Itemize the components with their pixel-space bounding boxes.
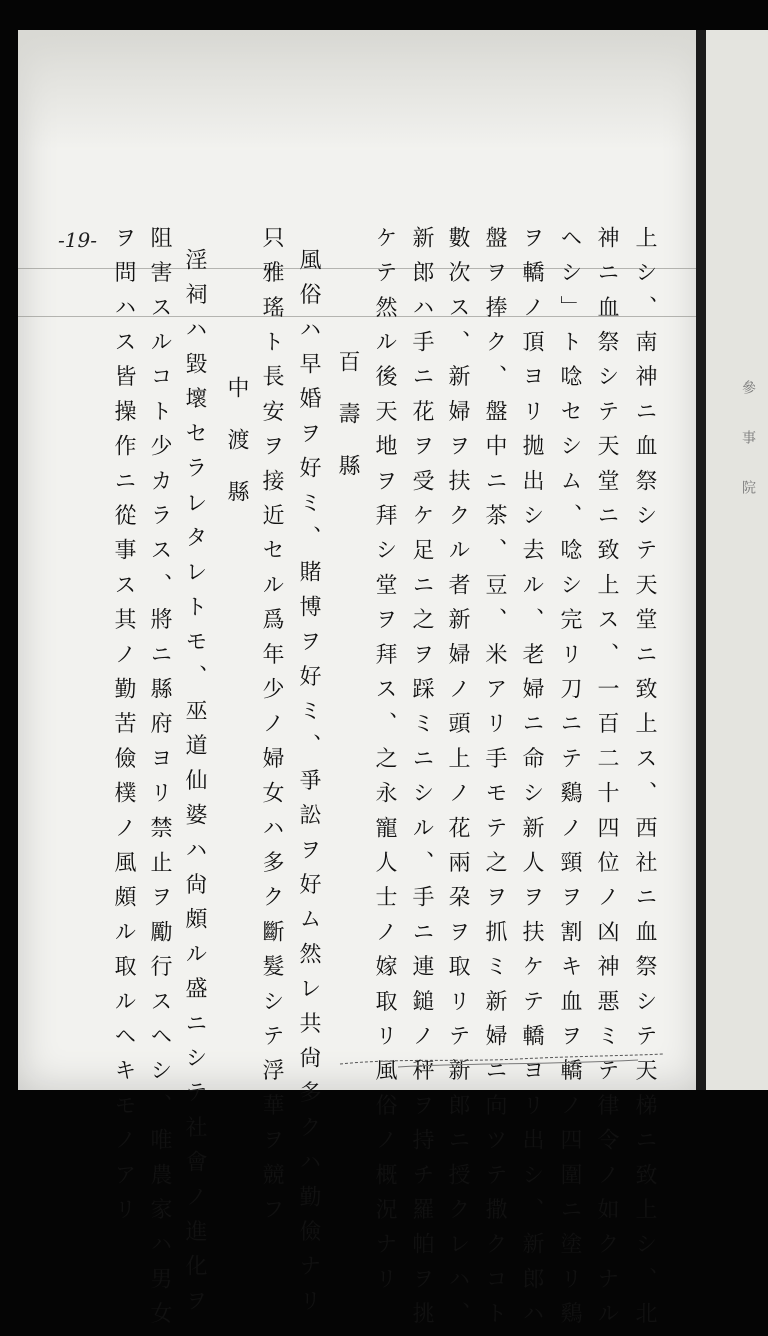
text-column: 只雅瑤ト長安ヲ接近セル爲年少ノ婦女ハ多ク斷髮シテ浮華ヲ競フ xyxy=(259,226,284,1233)
text-column: ヲ問ハス皆操作ニ從事ス其ノ勤苦儉樸ノ風頗ル取ルヘキモノアリ xyxy=(111,226,136,1233)
text-column: 盤ヲ捧ク、盤中ニ茶、豆、米アリ手モテ之ヲ抓ミ新婦ニ向ツテ撒クコト xyxy=(482,226,507,1336)
text-column: 新郎ハ手ニ花ヲ受ケ足ニ之ヲ踩ミニシル、手ニ連鎚ノ秤ヲ持チ羅帕ヲ挑 xyxy=(409,226,434,1336)
text-column: ヘシ」ト唸セシム、唸シ完リ刀ニテ鷄ノ頸ヲ割キ血ヲ轎ノ四圍ニ塗リ鷄 xyxy=(557,226,582,1336)
text-column: 數次ス、新婦ヲ扶クル者新婦ノ頭上ノ花兩朶ヲ取リテ新郎ニ授クレハ、 xyxy=(445,226,470,1336)
text-column: 淫祠ハ毀壞セラレタレトモ、巫道仙婆ハ尙頗ル盛ニシテ社會ノ進化ヲ xyxy=(182,248,207,1324)
margin-mark: 事 xyxy=(740,430,756,444)
page-number: -19- xyxy=(58,228,97,252)
margin-mark: 參 xyxy=(740,380,756,394)
text-column: ケテ然ル後天地ヲ拜シ堂ヲ拜ス、之永寵人士ノ嫁取リ風俗ノ概況ナリ xyxy=(372,226,397,1302)
text-column: 神ニ血祭シテ天堂ニ致上ス、一百二十四位ノ凶神悪ミテ律令ノ如クナル xyxy=(594,226,619,1336)
text-column: 阻害スルコト少カラス、將ニ縣府ヨリ禁止ヲ勵行スヘシ、唯農家ハ男女 xyxy=(147,226,172,1336)
pencil-scribble xyxy=(338,1050,668,1070)
text-column: 風俗ハ早婚ヲ好ミ、賭博ヲ好ミ、爭訟ヲ好ム然レ共尙多クハ勤儉ナリ xyxy=(296,248,321,1324)
text-column: 上シ、南神ニ血祭シテ天堂ニ致上ス、西社ニ血祭シテ天梯ニ致上シ、北 xyxy=(632,226,657,1336)
section-heading: 百壽縣 xyxy=(335,350,360,506)
margin-mark: 院 xyxy=(740,480,756,494)
page-binding-edge xyxy=(696,30,706,1090)
section-heading: 中渡縣 xyxy=(224,376,249,532)
facing-page-edge xyxy=(706,30,768,1090)
text-column: ヲ轎ノ頂ヨリ拋出シ去ル、老婦ニ命シ新人ヲ扶ケテ轎ヨリ出シ、新郎ハ xyxy=(519,226,544,1336)
page-top-shading xyxy=(18,30,702,150)
